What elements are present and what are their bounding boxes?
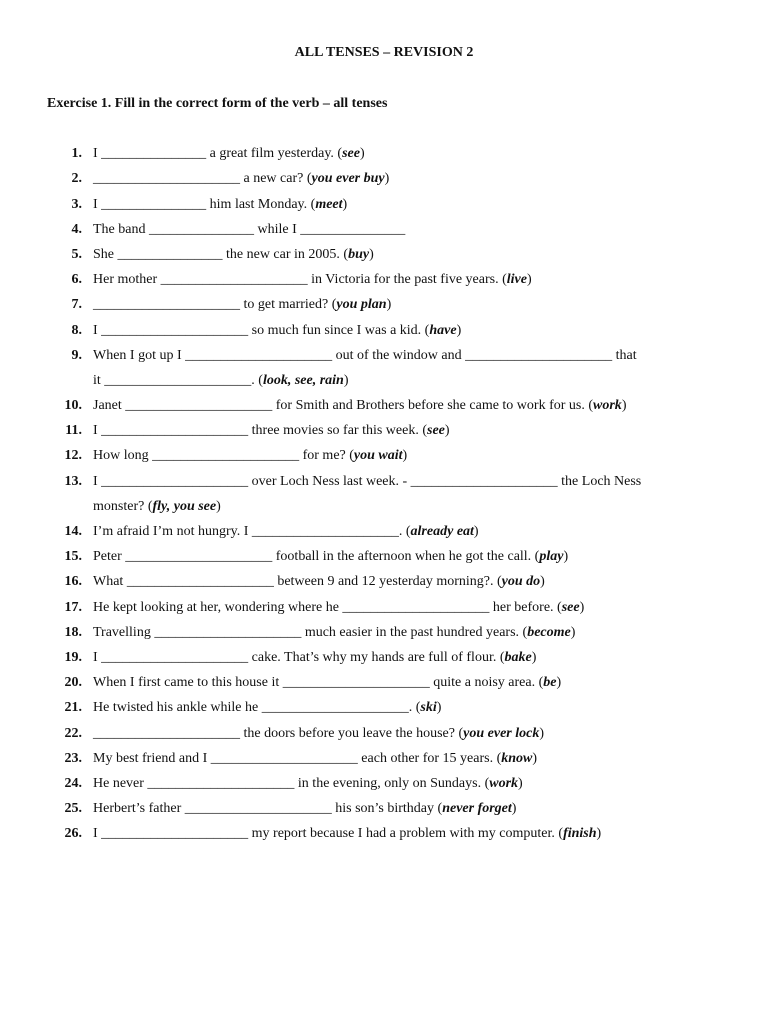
item-sentence-end: ) — [532, 750, 538, 766]
verb-hint: you plan — [336, 297, 387, 313]
exercise-item — [0, 418, 768, 464]
item-sentence: I _____________________ cake. That’s why my hands are full of flour. ( — [93, 649, 505, 665]
exercise-item — [0, 166, 768, 212]
item-number: 24. — [64, 775, 82, 791]
item-sentence: Janet _____________________ for Smith and Brothers before she came to work for us. ( — [93, 398, 594, 414]
exercise-item — [0, 368, 768, 414]
exercise-item — [0, 721, 768, 766]
item-sentence: I’m afraid I’m not hungry. I _____________________. ( — [93, 524, 411, 539]
verb-hint: ski — [420, 700, 437, 716]
verb-hint: you ever lock — [463, 725, 540, 741]
exercise-item — [0, 670, 768, 716]
item-sentence-end: ) — [531, 649, 537, 665]
item-sentence-end: ) — [369, 246, 374, 262]
verb-hint: you ever buy — [311, 171, 385, 187]
exercise-item — [0, 292, 768, 338]
item-number: 9. — [71, 347, 82, 363]
item-sentence-end: ) — [444, 423, 450, 439]
item-sentence: Her mother _____________________ in Victoria for the past five years. ( — [93, 272, 507, 288]
item-sentence-end: ) — [436, 700, 442, 716]
item-sentence-end: ) — [384, 171, 390, 187]
verb-hint: play — [539, 549, 564, 565]
item-number: 6. — [71, 272, 82, 288]
verb-hint: finish — [563, 826, 597, 842]
verb-hint: meet — [315, 196, 343, 212]
item-sentence-end: ) — [216, 498, 221, 514]
item-sentence-end: ) — [579, 599, 585, 615]
item-sentence: Travelling _____________________ much easier in the past hundred years. ( — [93, 624, 528, 640]
verb-hint: you do — [501, 574, 541, 590]
verb-hint: have — [429, 322, 457, 338]
item-number: 13. — [64, 473, 82, 489]
item-number: 22. — [64, 725, 82, 741]
page-title: ALL TENSES – REVISION 2 — [294, 45, 474, 60]
item-sentence-end: ) — [563, 549, 569, 565]
exercise-item — [0, 746, 768, 791]
item-number: 26. — [64, 826, 82, 842]
exercise-item — [0, 569, 768, 615]
item-number: 15. — [64, 549, 82, 565]
item-sentence: He twisted his ankle while he _____________________. ( — [93, 700, 421, 716]
item-sentence: What _____________________ between 9 and 12 yesterday morning?. ( — [93, 574, 502, 590]
item-sentence: it _____________________. ( — [93, 372, 263, 388]
item-number: 4. — [71, 221, 82, 237]
item-number: 18. — [64, 624, 82, 640]
verb-hint: work — [489, 775, 519, 791]
item-number: 5. — [71, 246, 82, 262]
exercise-item — [0, 141, 768, 187]
verb-hint: already eat — [410, 524, 474, 539]
item-sentence-end: ) — [359, 146, 365, 162]
verb-hint: work — [593, 398, 622, 414]
item-number: 2. — [71, 171, 82, 187]
item-sentence-end: ) — [342, 196, 348, 212]
item-sentence-end: ) — [621, 398, 627, 414]
verb-hint: see — [561, 599, 580, 615]
exercise-item — [0, 267, 768, 313]
exercise-item — [0, 217, 768, 262]
item-sentence-end: ) — [511, 801, 517, 817]
item-sentence: When I first came to this house it _____________________ quite a noisy area. ( — [93, 675, 544, 691]
item-sentence-end: ) — [539, 725, 545, 741]
verb-hint: fly, you see — [152, 498, 217, 514]
item-sentence: How long _____________________ for me? ( — [93, 448, 354, 464]
item-sentence: When I got up I _____________________ out of the window and _____________________ that — [93, 347, 637, 363]
exercise-item-continuation — [0, 343, 768, 388]
item-sentence: The band _______________ while I _______________ — [93, 221, 406, 237]
exercise-item — [0, 393, 768, 439]
item-number: 7. — [71, 297, 82, 313]
exercise-item — [0, 595, 768, 640]
item-text — [93, 821, 601, 846]
item-sentence-end: ) — [456, 322, 462, 338]
item-sentence: _____________________ the doors before you leave the house? ( — [93, 725, 464, 741]
item-number: 14. — [64, 524, 82, 539]
item-sentence: He never _____________________ in the evening, only on Sundays. ( — [93, 775, 490, 791]
item-sentence: He kept looking at her, wondering where he _____________________ her before. ( — [93, 599, 562, 615]
verb-hint: see — [342, 146, 360, 162]
verb-hint: buy — [348, 246, 370, 262]
item-sentence-end: ) — [540, 574, 545, 590]
verb-hint: live — [506, 272, 527, 288]
item-number: 10. — [64, 398, 82, 414]
exercise-item — [0, 192, 768, 237]
item-number: 25. — [64, 801, 82, 817]
item-sentence: Peter _____________________ football in the afternoon when he got the call. ( — [93, 549, 540, 565]
item-sentence-end: ) — [386, 297, 392, 313]
verb-hint: bake — [504, 649, 532, 665]
item-sentence: _____________________ a new car? ( — [93, 171, 312, 187]
exercise-item-list — [0, 116, 768, 842]
item-sentence: Herbert’s father _____________________ his son’s birthday ( — [93, 801, 443, 817]
exercise-item — [0, 695, 768, 741]
item-sentence: I _____________________ over Loch Ness last week. - _____________________ the Loch Ness — [93, 473, 642, 489]
item-number: 3. — [71, 196, 82, 212]
item-sentence-end: ) — [596, 826, 602, 842]
item-number: 19. — [64, 649, 82, 665]
verb-hint: be — [543, 675, 557, 691]
exercise-item — [0, 771, 768, 817]
item-number: 21. — [64, 700, 82, 716]
verb-hint: know — [501, 750, 533, 766]
verb-hint: you wait — [353, 448, 403, 464]
item-sentence: _____________________ to get married? ( — [93, 297, 337, 313]
item-sentence: I _______________ a great film yesterday. ( — [93, 146, 343, 162]
item-sentence-end: ) — [402, 448, 408, 464]
exercise-item — [0, 620, 768, 665]
exercise-item — [0, 116, 768, 162]
item-sentence-end: ) — [343, 372, 349, 388]
item-number: 12. — [64, 448, 82, 464]
item-number: 8. — [71, 322, 82, 338]
exercise-item — [0, 443, 768, 489]
exercise-item-continuation — [0, 469, 768, 514]
exercise-item — [0, 494, 768, 539]
item-number: 11. — [65, 423, 82, 439]
item-sentence-end: ) — [526, 272, 532, 288]
exercise-item — [0, 544, 768, 590]
item-sentence: My best friend and I _____________________ each other for 15 years. ( — [93, 750, 502, 766]
item-sentence-end: ) — [556, 675, 562, 691]
exercise-item — [0, 519, 768, 565]
item-sentence: I _____________________ three movies so far this week. ( — [93, 423, 427, 439]
verb-hint: look, see, rain — [262, 372, 344, 388]
item-sentence: monster? ( — [93, 498, 153, 514]
item-number: 1. — [71, 146, 82, 162]
verb-hint: never forget — [442, 801, 512, 817]
item-sentence: I _____________________ so much fun since I was a kid. ( — [93, 322, 430, 338]
exercise-item — [0, 645, 768, 691]
item-sentence-end: ) — [518, 775, 523, 791]
item-sentence-end: ) — [473, 524, 479, 539]
item-sentence: I _______________ him last Monday. ( — [93, 196, 316, 212]
item-sentence-end: ) — [570, 624, 576, 640]
item-number: 17. — [64, 599, 82, 615]
item-sentence: I _____________________ my report because I had a problem with my computer. ( — [93, 826, 564, 842]
exercise-item — [0, 796, 768, 842]
verb-hint: see — [427, 423, 445, 439]
item-number: 23. — [64, 750, 82, 766]
exercise-item — [0, 242, 768, 288]
verb-hint: become — [527, 624, 571, 640]
item-number: 20. — [64, 675, 82, 691]
exercise-item — [0, 318, 768, 363]
item-number: 16. — [64, 574, 82, 590]
exercise-heading: Exercise 1. Fill in the correct form of the verb – all tenses — [47, 96, 388, 111]
item-sentence: She _______________ the new car in 2005. ( — [93, 246, 349, 262]
